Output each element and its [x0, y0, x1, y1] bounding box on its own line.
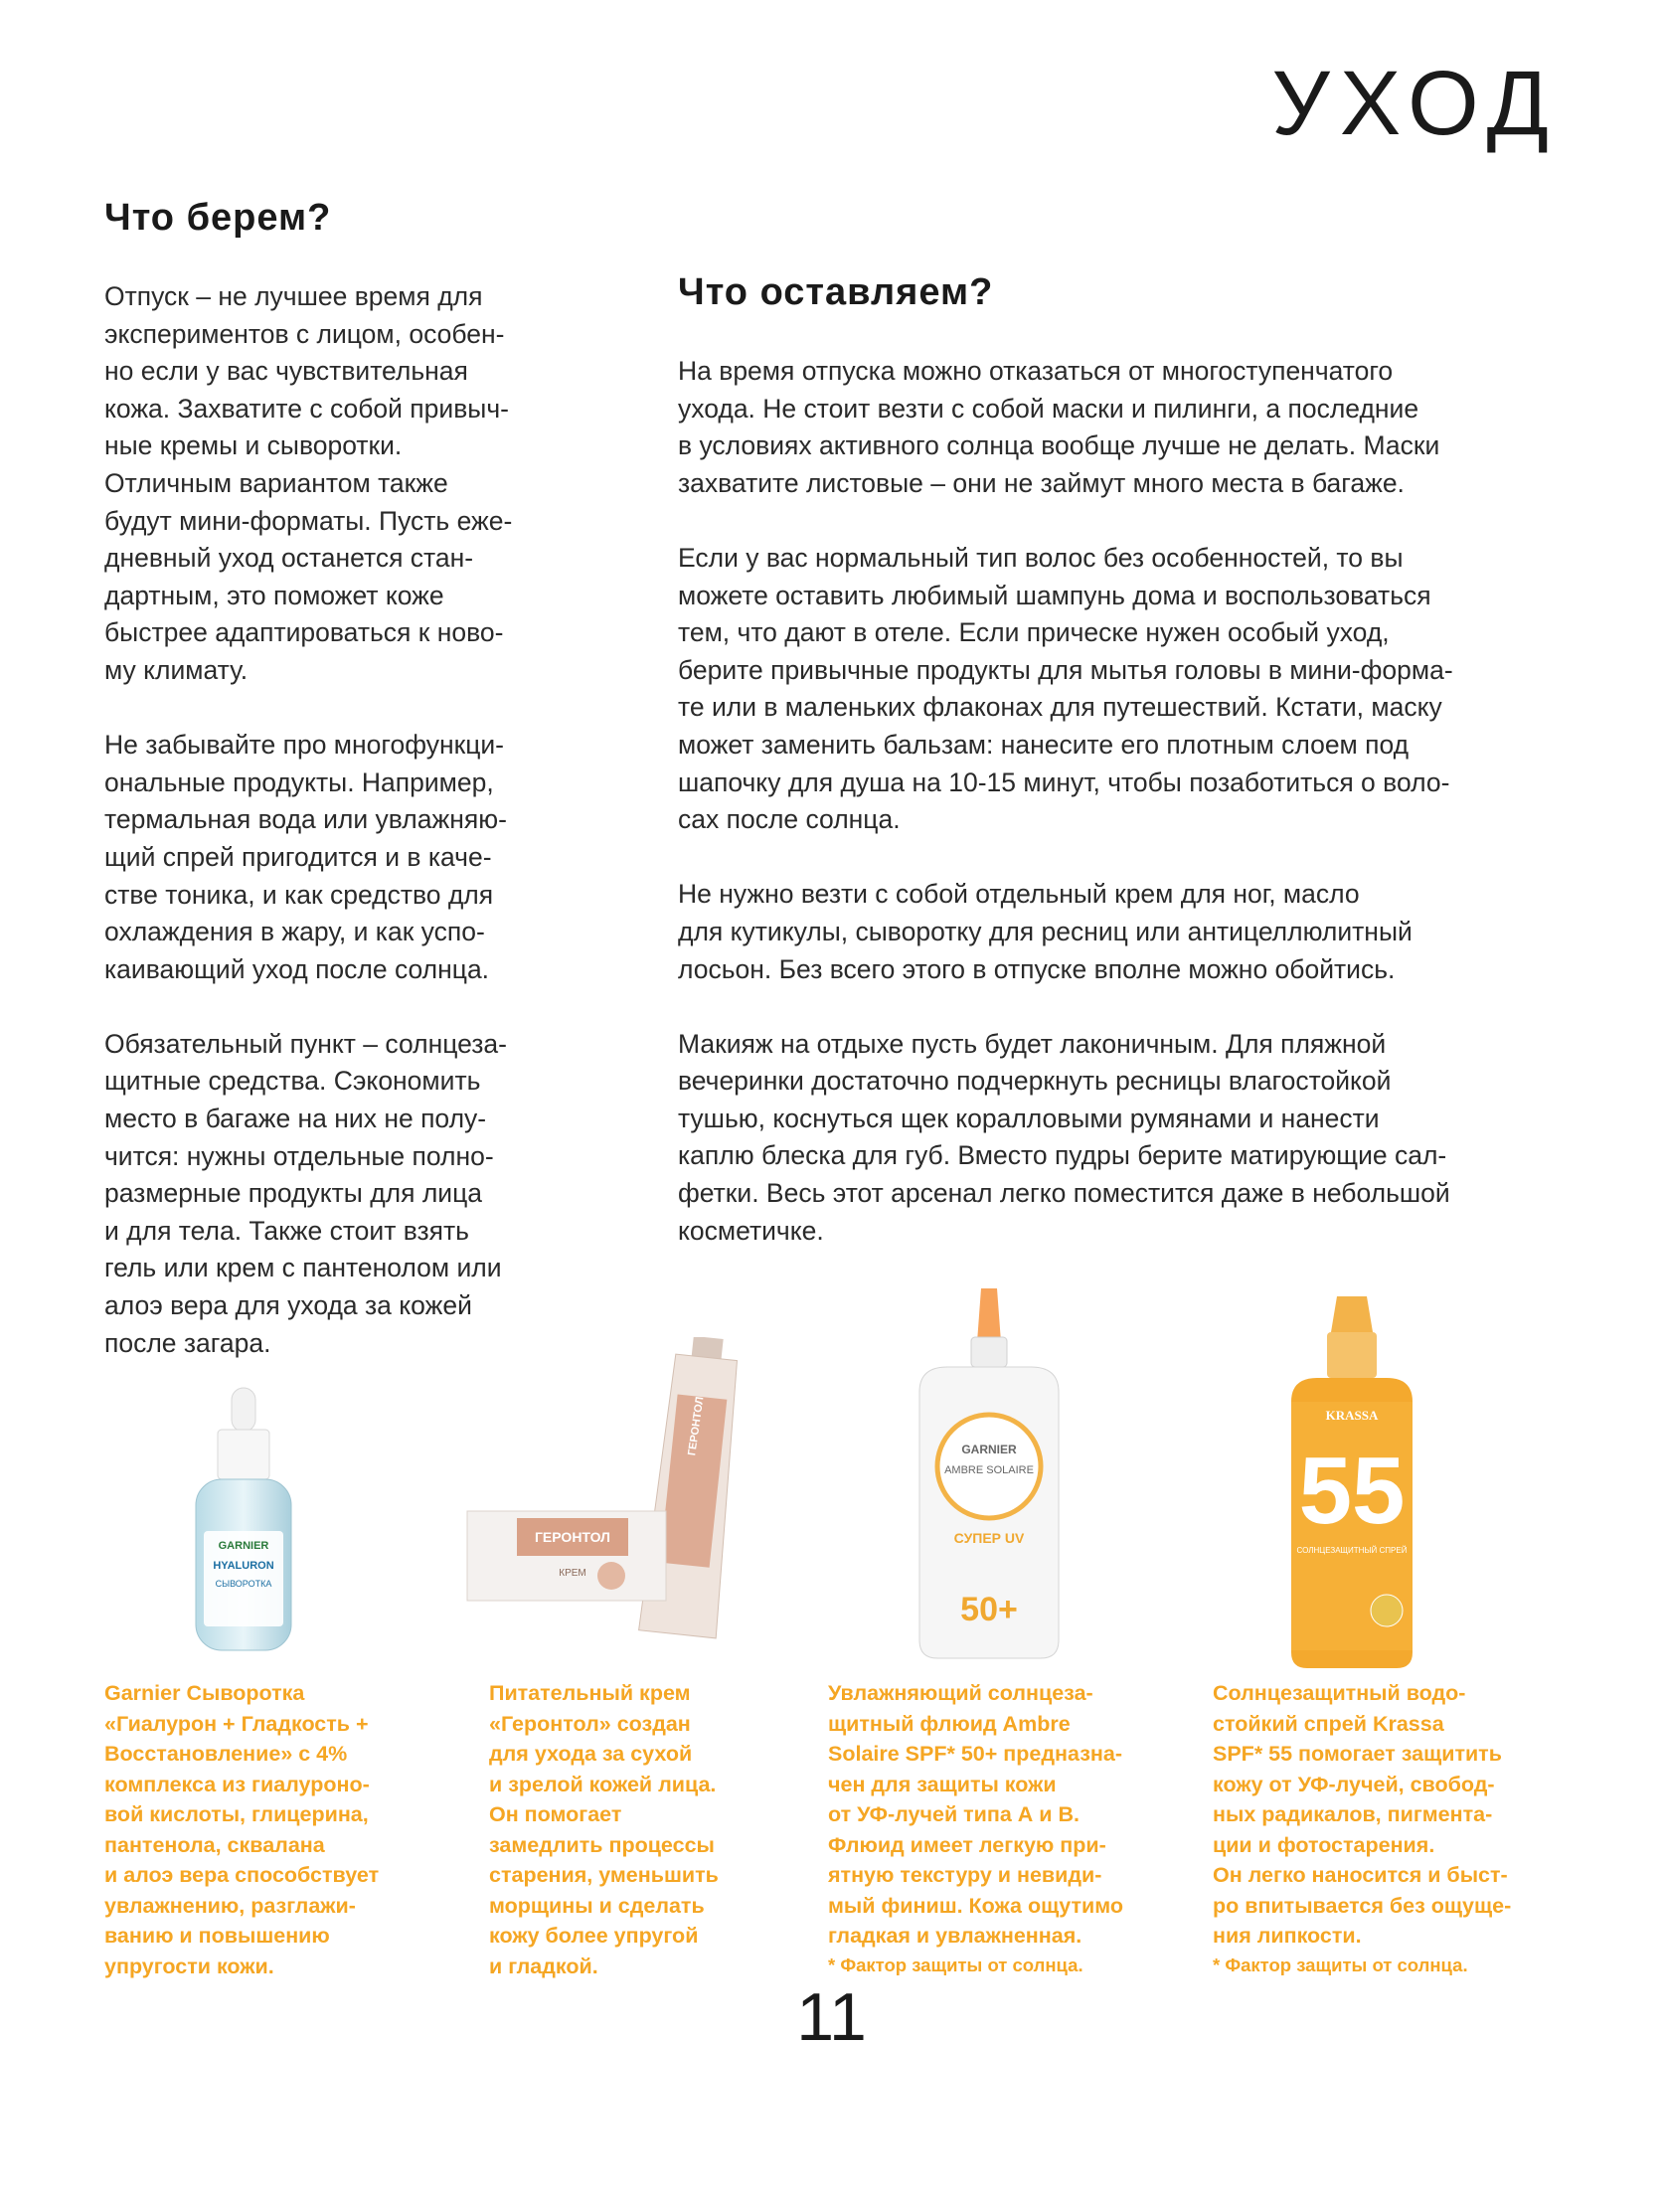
- left-paragraph: Отпуск – не лучшее время для экспериментов с лицом, особен- но если у вас чувствительная кожа. Захватите с собой привыч- ные кремы и сыворотки. Отличным вариантом также будут мини-форматы. Пусть еже- дневный уход останется стан- дартным, это поможет коже быстрее адаптироваться к ново- му климату.: [104, 281, 513, 685]
- spray-label-brand: KRASSA: [1325, 1408, 1379, 1423]
- product-caption-ambre-solaire: Увлажняющий солнцеза- щитный флюид Ambre Solaire SPF* 50+ предназна- чен для защиты кожи от УФ-лучей типа А и В. Флюид имеет легкую при- ятную текстуру и невиди- мый финиш. Кожа ощутимо гладкая и увлажненная.: [828, 1681, 1123, 1948]
- ambre-solaire-image: [900, 1282, 1079, 1670]
- spf-footnote: * Фактор защиты от солнца.: [1213, 1954, 1468, 1975]
- section-title: УХОД: [1271, 53, 1559, 154]
- left-paragraph: Не забывайте про многофункци- ональные продукты. Например, термальная вода или увлажняю- щий спрей пригодится и в каче- стве тоника, и как средство для охлаждения в жару, и как успо- каивающий уход после солнца.: [104, 730, 507, 984]
- right-paragraph: Если у вас нормальный тип волос без особенностей, то вы можете оставить любимый шампунь дома и воспользоваться тем, что дают в отеле. Если прическе нужен особый уход, берите привычные продукты для мытья головы в мини-форма- те или в маленьких флаконах для путешествий. Кстати, маску может заменить бальзам: нанесите его плотным слоем под шапочку для душа на 10-15 минут, чтобы позаботиться о воло- сах после солнца.: [678, 542, 1453, 835]
- fluid-label-spf: 50+: [960, 1591, 1018, 1628]
- left-column-text: [104, 278, 572, 1400]
- fluid-label-type: СУПЕР UV: [953, 1530, 1025, 1546]
- right-paragraph: На время отпуска можно отказаться от многоступенчатого ухода. Не стоит везти с собой маски и пилинги, а последние в условиях активного солнца вообще лучше не делать. Маски захватите листовые – они не займут много места в багаже.: [678, 356, 1440, 498]
- krassa-spray-image: [1277, 1292, 1426, 1670]
- spray-label-type: СОЛНЦЕЗАЩИТНЫЙ СПРЕЙ: [1296, 1546, 1408, 1555]
- product-caption-ambre-solaire-block: [828, 1678, 1166, 1979]
- gerontol-cream-image: [462, 1337, 770, 1665]
- right-paragraph: Не нужно везти с собой отдельный крем для ног, масло для кутикулы, сыворотку для ресниц или антицеллюлитный лосьон. Без всего этого в отпуске вполне можно обойтись.: [678, 879, 1413, 984]
- right-paragraph: Макияж на отдыхе пусть будет лаконичным. Для пляжной вечеринки достаточно подчеркнуть ресницы влагостойкой тушью, коснуться щек коралловыми румянами и нанести каплю блеска для губ. Вместо пудры берите матирующие сал- фетки. Весь этот арсенал легко поместится даже в небольшой косметичке.: [678, 1028, 1450, 1246]
- product-caption-krassa: Солнцезащитный водо- стойкий спрей Krassa SPF* 55 помогает защитить кожу от УФ-лучей, свобод- ных радикалов, пигмента- ции и фотостарения. Он легко наносится и быст- ро впитывается без ощуще- ния липкости.: [1213, 1681, 1512, 1948]
- serum-label-type: СЫВОРОТКА: [215, 1579, 272, 1589]
- box-label-type: КРЕМ: [559, 1568, 586, 1579]
- left-paragraph: Обязательный пункт – солнцеза- щитные средства. Сэкономить место в багаже на них не полу- чится: нужны отдельные полно- размерные продукты для лица и для тела. Также стоит взять гель или крем с пантенолом или алоэ вера для ухода за кожей после загара.: [104, 1028, 507, 1358]
- product-caption-garnier-serum: Garnier Сыворотка «Гиалурон + Гладкость + Восстановление» с 4% комплекса из гиалуроно- вой кислоты, глицерина, пантенола, сквалана и алоэ вера способствует увлажнению, разглажи- ванию и повышению упругости кожи.: [104, 1681, 380, 1978]
- serum-label-brand: GARNIER: [218, 1540, 269, 1552]
- spf-footnote: * Фактор защиты от солнца.: [828, 1954, 1083, 1975]
- right-column-text: [678, 353, 1573, 1287]
- box-label-brand: ГЕРОНТОЛ: [535, 1529, 610, 1545]
- fluid-label-line: AMBRE SOLAIRE: [944, 1464, 1034, 1476]
- serum-label-line: HYALURON: [213, 1560, 274, 1572]
- fluid-label-brand: GARNIER: [961, 1443, 1017, 1456]
- spray-label-spf: 55: [1298, 1438, 1406, 1544]
- garnier-serum-image: [174, 1382, 313, 1670]
- right-heading: Что оставляем?: [678, 271, 994, 313]
- left-heading: Что берем?: [104, 197, 332, 239]
- product-caption-krassa-block: [1213, 1678, 1551, 1979]
- tube-label-brand: ГЕРОНТОЛ: [686, 1396, 707, 1456]
- product-caption-gerontol: Питательный крем «Геронтол» создан для ухода за сухой и зрелой кожей лица. Он помогает замедлить процессы старения, уменьшить морщины и сделать кожу более упругой и гладкой.: [489, 1681, 719, 1978]
- page-number: 11: [796, 1979, 867, 2055]
